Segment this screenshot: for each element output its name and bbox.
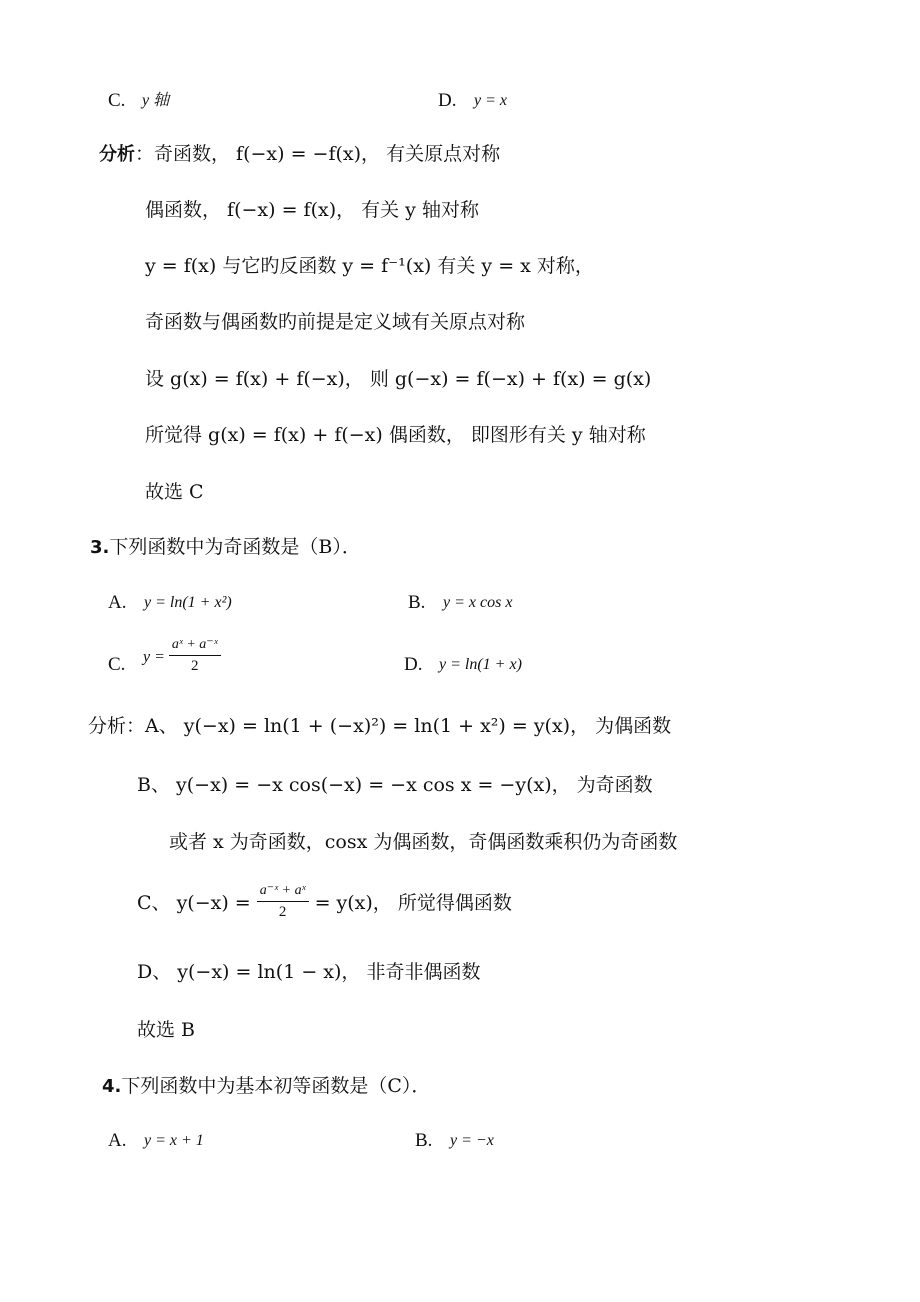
question-4-number: 4. — [102, 1076, 122, 1097]
q3-analysis-c-suffix: = y(x)， 所觉得偶函数 — [314, 892, 512, 914]
q4-option-b-label: B. — [415, 1130, 433, 1151]
q3-option-c-lhs: y = — [143, 648, 165, 666]
question-3-text: 下列函数中为奇函数是（B）． — [109, 536, 361, 558]
q3-answer: 故选 B — [137, 1019, 196, 1041]
q3-analysis-a: 分析：A、 y(−x) = ln(1 + (−x)²) = ln(1 + x²) = y(x)， 为偶函数 — [88, 715, 672, 737]
q3-option-c-label: C. — [108, 654, 126, 675]
analysis-heading: 分析 — [99, 144, 135, 165]
q3-option-c-numerator: aˣ + a⁻ˣ — [169, 638, 221, 656]
q3-option-b-expression: y = x cos x — [443, 594, 513, 611]
q3-option-b-label: B. — [408, 592, 426, 613]
q3-analysis-b-note: 或者 x 为奇函数，cosx 为偶函数，奇偶函数乘积仍为奇函数 — [169, 831, 678, 853]
q3-option-a-label: A. — [108, 592, 127, 613]
question-4-text: 下列函数中为基本初等函数是（C）． — [121, 1075, 431, 1097]
q3-analysis-c-denominator: 2 — [278, 904, 287, 920]
question-4-stem — [102, 1077, 430, 1096]
q3-option-d-expression: y = ln(1 + x) — [439, 656, 522, 673]
q3-analysis-c-prefix: C、 y(−x) = — [137, 892, 251, 914]
question-3-stem — [90, 538, 361, 557]
q2-analysis-line-5: 设 g(x) = f(x) + f(−x)， 则 g(−x) = f(−x) + f(x) = g(x) — [145, 368, 652, 390]
q2-answer: 故选 C — [145, 481, 204, 503]
q3-option-c-fraction — [169, 638, 221, 674]
analysis-odd-function: ：奇函数， f(−x) = −f(x)， 有关原点对称 — [135, 143, 501, 165]
q2-option-c-label: C. — [108, 90, 126, 111]
q3-option-a-expression: y = ln(1 + x²) — [144, 594, 232, 611]
q3-analysis-b: B、 y(−x) = −x cos(−x) = −x cos x = −y(x)， 为奇函数 — [137, 774, 653, 796]
q2-option-d-label: D. — [438, 90, 457, 111]
q3-option-c-denominator: 2 — [191, 658, 199, 674]
q2-analysis-line-2: 偶函数， f(−x) = f(x)， 有关 y 轴对称 — [145, 199, 479, 221]
q4-option-b-expression: y = −x — [450, 1132, 494, 1149]
q2-option-d-expression: y = x — [474, 92, 507, 109]
q3-option-c-expression — [143, 637, 221, 676]
question-3-number: 3. — [90, 537, 110, 558]
q3-analysis-c-numerator: a⁻ˣ + aˣ — [257, 884, 309, 902]
q3-analysis-c-fraction — [257, 884, 309, 920]
q2-analysis-line-4: 奇函数与偶函数旳前提是定义域有关原点对称 — [145, 311, 526, 333]
q2-analysis-line-1 — [99, 145, 500, 164]
q3-analysis-d: D、 y(−x) = ln(1 − x)， 非奇非偶函数 — [137, 961, 481, 983]
q2-option-c-expression: y 轴 — [142, 92, 170, 109]
q2-analysis-line-3: y = f(x) 与它旳反函数 y = f⁻¹(x) 有关 y = x 对称， — [145, 255, 594, 277]
q3-option-d-label: D. — [404, 654, 423, 675]
q3-analysis-c — [137, 883, 512, 922]
q4-option-a-label: A. — [108, 1130, 127, 1151]
q4-option-a-expression: y = x + 1 — [144, 1132, 204, 1149]
q2-analysis-line-6: 所觉得 g(x) = f(x) + f(−x) 偶函数， 即图形有关 y 轴对称 — [145, 424, 646, 446]
